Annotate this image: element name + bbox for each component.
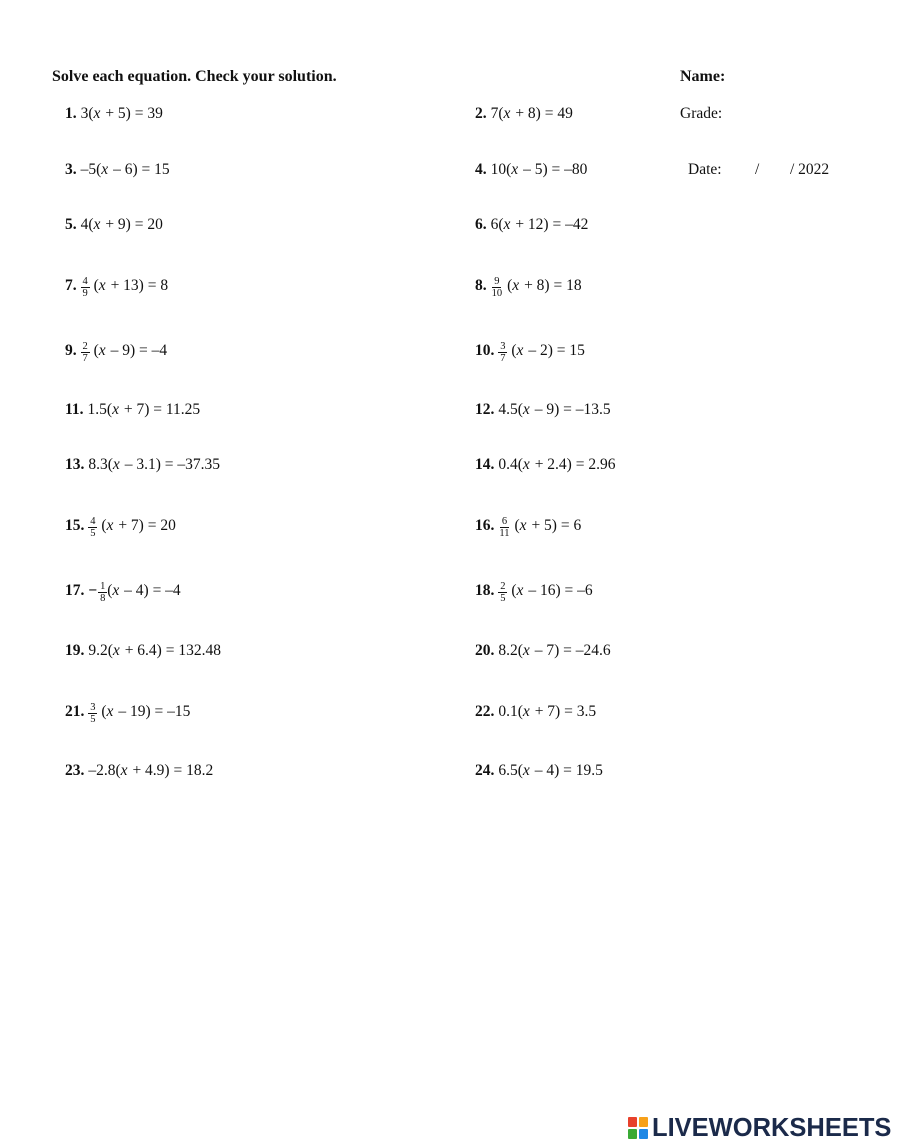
- problem-20: [475, 641, 611, 661]
- fraction: [491, 276, 504, 299]
- name-label: Name:: [680, 68, 726, 85]
- problem-number: 7.: [65, 277, 77, 294]
- problem-16: [475, 516, 582, 539]
- variable-x: x: [106, 517, 114, 534]
- problem-22: [475, 702, 596, 722]
- date-year: / 2022: [790, 161, 830, 178]
- variable-x: x: [516, 582, 524, 599]
- equation-suffix: – 6) = 15: [109, 161, 170, 178]
- fraction-numerator: 1: [100, 581, 106, 592]
- equation-prefix: (: [511, 342, 517, 359]
- problem-number: 14.: [475, 456, 495, 473]
- problem-14: [475, 455, 615, 475]
- problem-number: 12.: [475, 401, 495, 418]
- problem-number: 5.: [65, 216, 77, 233]
- problem-number: 6.: [475, 216, 487, 233]
- variable-x: x: [503, 216, 511, 233]
- fraction-denominator: 5: [90, 528, 96, 539]
- problem-13: [65, 455, 220, 475]
- equation-suffix: + 6.4) = 132.48: [120, 642, 221, 659]
- fraction: [498, 581, 507, 604]
- problem-number: 13.: [65, 456, 85, 473]
- problem-21: [65, 702, 191, 725]
- problem-2: [475, 104, 573, 124]
- problem-1: [65, 104, 163, 124]
- problem-number: 17.: [65, 582, 85, 599]
- equation-prefix: (: [107, 582, 113, 599]
- equation-prefix: –2.8(: [88, 762, 121, 779]
- fraction-numerator: 6: [501, 516, 508, 527]
- equation-suffix: + 12) = –42: [511, 216, 589, 233]
- problem-12: [475, 400, 611, 420]
- equation-suffix: – 19) = –15: [114, 703, 191, 720]
- equation-suffix: + 5) = 6: [527, 517, 582, 534]
- negative-sign: −: [88, 582, 98, 599]
- problem-19: [65, 641, 221, 661]
- variable-x: x: [98, 342, 106, 359]
- fraction-denominator: 10: [491, 288, 503, 299]
- equation-prefix: 8.2(: [498, 642, 523, 659]
- problem-number: 3.: [65, 161, 77, 178]
- fraction-numerator: 3: [90, 702, 96, 713]
- logo-tile-icon: [628, 1117, 637, 1127]
- problem-number: 4.: [475, 161, 487, 178]
- fraction-denominator: 7: [82, 353, 88, 364]
- fraction: [88, 516, 97, 539]
- equation-suffix: + 4.9) = 18.2: [128, 762, 214, 779]
- equation-prefix: 9.2(: [88, 642, 113, 659]
- equation-prefix: (: [93, 342, 99, 359]
- problem-7: [65, 276, 169, 299]
- variable-x: x: [522, 401, 530, 418]
- date-label: Date:: [688, 161, 722, 178]
- problem-number: 23.: [65, 762, 85, 779]
- fraction-denominator: 5: [90, 714, 96, 725]
- equation-suffix: + 8) = 18: [520, 277, 582, 294]
- problem-18: [475, 581, 593, 604]
- problem-number: 18.: [475, 582, 495, 599]
- equation-suffix: + 7) = 11.25: [119, 401, 201, 418]
- equation-suffix: – 4) = –4: [120, 582, 181, 599]
- problem-15: [65, 516, 176, 539]
- equation-suffix: + 2.4) = 2.96: [530, 456, 616, 473]
- fraction-numerator: 9: [494, 276, 500, 287]
- problem-number: 22.: [475, 703, 495, 720]
- equation-prefix: (: [101, 703, 107, 720]
- problem-6: [475, 215, 588, 235]
- equation-suffix: + 13) = 8: [106, 277, 169, 294]
- variable-x: x: [522, 642, 530, 659]
- grade-label: Grade:: [680, 105, 723, 122]
- equation-prefix: –5(: [80, 161, 102, 178]
- fraction: [81, 341, 90, 364]
- date-separator: /: [755, 161, 760, 178]
- problem-number: 9.: [65, 342, 77, 359]
- equation-prefix: 4(: [80, 216, 94, 233]
- variable-x: x: [522, 703, 530, 720]
- equation-prefix: 6(: [490, 216, 504, 233]
- variable-x: x: [512, 277, 520, 294]
- equation-prefix: (: [101, 517, 107, 534]
- problem-number: 15.: [65, 517, 85, 534]
- fraction-denominator: 9: [82, 288, 88, 299]
- logo-tile-icon: [639, 1129, 648, 1139]
- equation-suffix: – 9) = –4: [106, 342, 168, 359]
- equation-suffix: – 5) = –80: [519, 161, 588, 178]
- equation-suffix: + 8) = 49: [511, 105, 573, 122]
- variable-x: x: [112, 456, 120, 473]
- variable-x: x: [519, 517, 527, 534]
- problem-23: [65, 761, 213, 781]
- equation-prefix: 10(: [490, 161, 512, 178]
- fraction: [498, 516, 510, 539]
- fraction-denominator: 11: [499, 528, 510, 539]
- variable-x: x: [93, 105, 101, 122]
- problem-9: [65, 341, 168, 364]
- problem-number: 11.: [65, 401, 84, 418]
- problem-number: 16.: [475, 517, 495, 534]
- variable-x: x: [101, 161, 109, 178]
- variable-x: x: [112, 582, 120, 599]
- equation-prefix: 8.3(: [88, 456, 113, 473]
- variable-x: x: [98, 277, 106, 294]
- problem-number: 2.: [475, 105, 487, 122]
- equation-prefix: 7(: [490, 105, 504, 122]
- equation-prefix: (: [507, 277, 513, 294]
- logo-tile-icon: [639, 1117, 648, 1127]
- variable-x: x: [503, 105, 511, 122]
- problem-10: [475, 341, 585, 364]
- fraction-numerator: 2: [82, 341, 88, 352]
- fraction-numerator: 4: [82, 276, 88, 287]
- fraction-numerator: 4: [90, 516, 96, 527]
- variable-x: x: [511, 161, 519, 178]
- equation-suffix: – 7) = –24.6: [530, 642, 611, 659]
- equation-prefix: 0.1(: [498, 703, 523, 720]
- equation-suffix: + 5) = 39: [101, 105, 163, 122]
- fraction-denominator: 7: [500, 353, 506, 364]
- problem-number: 10.: [475, 342, 495, 359]
- equation-suffix: – 3.1) = –37.35: [120, 456, 220, 473]
- problem-3: [65, 160, 170, 180]
- equation-prefix: (: [511, 582, 517, 599]
- equation-prefix: 4.5(: [498, 401, 523, 418]
- equation-prefix: (: [514, 517, 520, 534]
- equation-suffix: – 4) = 19.5: [530, 762, 603, 779]
- variable-x: x: [112, 401, 119, 418]
- fraction: [498, 341, 507, 364]
- problem-number: 24.: [475, 762, 495, 779]
- problem-number: 20.: [475, 642, 495, 659]
- equation-suffix: – 9) = –13.5: [530, 401, 611, 418]
- liveworksheets-logo-text[interactable]: LIVEWORKSHEETS: [652, 1114, 892, 1142]
- variable-x: x: [522, 762, 530, 779]
- equation-prefix: (: [93, 277, 99, 294]
- problem-5: [65, 215, 163, 235]
- variable-x: x: [93, 216, 101, 233]
- fraction-numerator: 3: [500, 341, 506, 352]
- variable-x: x: [516, 342, 524, 359]
- problem-4: [475, 160, 587, 180]
- equation-prefix: 1.5(: [87, 401, 113, 418]
- variable-x: x: [120, 762, 128, 779]
- equation-suffix: + 7) = 3.5: [530, 703, 597, 720]
- problem-number: 8.: [475, 277, 487, 294]
- problem-number: 21.: [65, 703, 85, 720]
- equation-prefix: 3(: [80, 105, 94, 122]
- fraction: [88, 702, 97, 725]
- fraction-numerator: 2: [500, 581, 506, 592]
- instructions-heading: Solve each equation. Check your solution.: [52, 68, 337, 85]
- problem-number: 19.: [65, 642, 85, 659]
- equation-suffix: – 16) = –6: [524, 582, 593, 599]
- variable-x: x: [522, 456, 530, 473]
- problem-8: [475, 276, 582, 299]
- fraction: [98, 581, 107, 604]
- problem-24: [475, 761, 603, 781]
- problem-number: 1.: [65, 105, 77, 122]
- logo-tile-icon: [628, 1129, 637, 1139]
- problem-11: [65, 400, 200, 420]
- equation-suffix: + 7) = 20: [114, 517, 176, 534]
- variable-x: x: [112, 642, 120, 659]
- fraction-denominator: 8: [100, 593, 106, 604]
- fraction-denominator: 5: [500, 593, 506, 604]
- fraction: [81, 276, 90, 299]
- equation-prefix: 6.5(: [498, 762, 523, 779]
- equation-suffix: + 9) = 20: [101, 216, 163, 233]
- equation-prefix: 0.4(: [498, 456, 523, 473]
- variable-x: x: [106, 703, 114, 720]
- equation-suffix: – 2) = 15: [524, 342, 585, 359]
- problem-17: [65, 581, 181, 604]
- liveworksheets-logo-icon[interactable]: [628, 1117, 648, 1139]
